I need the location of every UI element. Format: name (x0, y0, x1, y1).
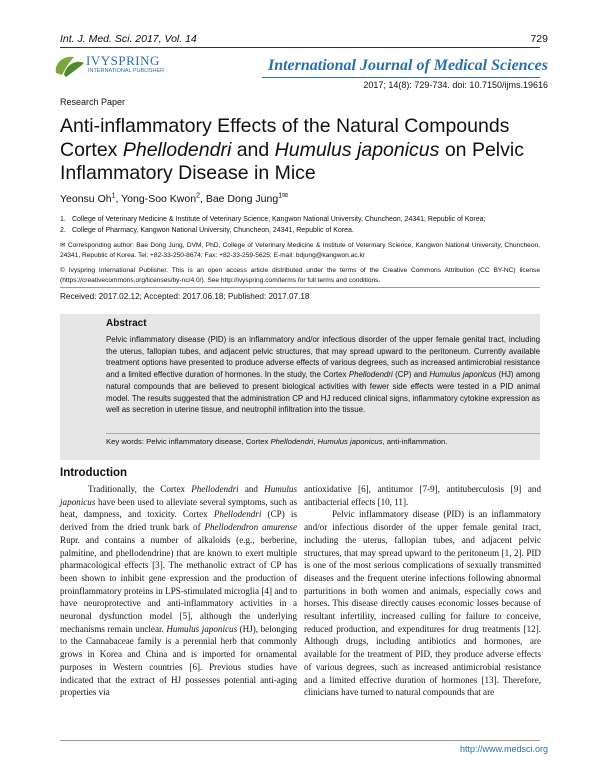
journal-website-link[interactable]: http://www.medsci.org (459, 744, 548, 754)
article-dates: Received: 2017.02.12; Accepted: 2017.06.18; Published: 2017.07.18 (60, 292, 310, 301)
keywords-label: Key words: (106, 437, 145, 446)
keywords-run: , anti-inflammation. (382, 437, 448, 446)
logo-text: IVYSPRING (86, 53, 160, 68)
text-run: Rupr. and contains a number of alkaloids (e.g., berberine, palmitine, and phellodendrine) that are known to exert multiple pharmacological effects [3]. The methanolic extract of CP has been shown to inhibit gene expression and the production of proinflammatory proteins in LPS-stimulated microglia [4] and to have neuroprotective and anti-inflammatory activities in a neuronal dysfunction model [5], although the underlying mechanisms remain unclear. (60, 534, 297, 634)
author-affil: 1✉ (278, 192, 288, 200)
italic-run: Phellodendri (213, 509, 262, 520)
italic-run: Phellodendri (191, 484, 239, 494)
affiliation (60, 226, 540, 235)
divider (60, 287, 540, 288)
text-run: and (238, 484, 265, 494)
title-text: on Pelvic Inflammatory Disease in Mice (60, 138, 524, 184)
footer-rule (60, 740, 540, 741)
affiliation-number: 1. (60, 216, 66, 223)
author-sep: , (115, 193, 122, 205)
affiliation-number: 2. (60, 227, 66, 234)
title-italic: Phellodendri (122, 138, 232, 161)
italic-run: Phellodendron amurense (204, 522, 297, 533)
keywords-run: Pelvic inflammatory disease, Cortex (144, 437, 271, 446)
abstract-run: (CP) and (392, 370, 430, 380)
italic-run: Humulus japonicus (166, 623, 238, 634)
paragraph-continued: antioxidative [6], antitumor [7-9], antituberculosis [9] and antibacterial effects [10, 11]. (304, 484, 541, 507)
text-run: (CP) is derived from the dried trunk bark of (60, 509, 297, 533)
keywords-rule (106, 433, 540, 434)
author-sep: , (199, 193, 206, 205)
abstract-heading: Abstract (106, 318, 147, 329)
affiliation (60, 215, 540, 224)
header-rule (60, 47, 540, 48)
text-run: have been used to alleviate several symptoms, such as heat, dampness, and toxicity. Cortex (60, 496, 297, 520)
citation: 2017; 14(8): 729-734. doi: 10.7150/ijms.19616 (363, 80, 548, 90)
abstract-run: Pelvic inflammatory disease (PID) is an inflammatory and/or infectious disorder of the upper female genital tract, including the uterus, fallopian tubes, and adjacent pelvic structures, that may spread upward to the peritoneum. Currently available treatment options have presented to produce adverse effects of various degrees, such as increased antimicrobial resistance and a limited effective duration of hormones. In the study, the Cortex (106, 335, 540, 380)
abstract-italic: Humulus japonicus (429, 370, 497, 380)
page-number: 729 (530, 33, 548, 45)
title-text: and (231, 138, 275, 161)
text-run: (HJ), belonging to the Cannabaceae family is a perennial herb that commonly grows in Korea and China and is imported for ornamental purposes in Western countries [6]. Previous studies have indicated that the extract of HJ possesses potential anti-aging properties via (60, 623, 297, 698)
title-italic: Humulus japonicus (274, 138, 440, 161)
logo-subtext: INTERNATIONAL PUBLISHER (88, 68, 165, 74)
author-name: Yong-Soo Kwon (121, 193, 197, 205)
corresponding-author: ✉ Corresponding author: Bae Dong Jung, DVM, PhD, College of Veterinary Medicine & Institute of Veterinary Science, Kangwon National University, Chuncheon, 24341, Republic of Korea. Tel: +82-33-250-8674; Fax: +82-33-259-5625; E-mail: bdjung@kangwon.ac.kr (60, 242, 540, 259)
paragraph (60, 483, 297, 699)
body-column-right (304, 483, 541, 699)
abstract-text (106, 334, 540, 416)
abstract-run: (HJ) among natural compounds that are believed to present biological activities with fewer side effects were tested in a PID animal model. The results suggested that the administration CP and HJ reduced clinical signs, inflammatory cytokine expression as well as secretion in uterine tissue, and neutrophil infiltration into the tissue. (106, 370, 540, 415)
article-type: Research Paper (60, 97, 126, 107)
running-title: Int. J. Med. Sci. 2017, Vol. 14 (60, 33, 197, 45)
ivy-leaf-icon (52, 53, 88, 79)
title-text: Anti-inflammatory Effects of the Natural Compounds Cortex (60, 115, 510, 161)
author-name: Yeonsu Oh (60, 193, 112, 205)
body-column-left (60, 483, 297, 699)
license-statement: © Ivyspring International Publisher. This is an open access article distributed under the terms of the Creative Commons Attribution (CC BY-NC) license (https://creativecommons.org/licenses/by-nc/4.0/). See http://ivyspring.com/terms for full terms and conditions. (60, 267, 540, 284)
italic-run: Humulus japonicus (60, 484, 297, 507)
author-list (60, 193, 288, 205)
affiliation-text: College of Pharmacy, Kangwon National University, Chuncheon, 24341, Republic of Korea. (72, 227, 354, 234)
keywords-italic: Humulus japonicus (317, 437, 383, 446)
journal-name: International Journal of Medical Sciences (267, 57, 548, 74)
author-affil: 1 (111, 192, 116, 200)
section-heading-introduction: Introduction (60, 467, 128, 479)
affiliation-text: College of Veterinary Medicine & Institute of Veterinary Science, Kangwon National University, Chuncheon, 24341, Republic of Korea; (72, 216, 486, 223)
keywords-italic: Phellodendri (270, 437, 314, 446)
journal-rule (262, 77, 540, 78)
abstract-italic: Phellodendri (348, 370, 393, 380)
text-run: Traditionally, the Cortex (88, 484, 192, 494)
author-affil: 2 (196, 192, 200, 200)
author-name: Bae Dong Jung (205, 193, 279, 205)
keywords-run: , (313, 437, 318, 446)
paragraph: Pelvic inflammatory disease (PID) is an inflammatory and/or infectious disorder of the upper female genital tract, including the uterus, fallopian tubes, and adjacent pelvic structures, that may spread upward to the peritoneum [1, 2]. PID is one of the most serious complications of sexually transmitted diseases and the frequent uterine infections following abnormal parturitions in both women and animals, especially cows and horses. This disease directly causes economic losses because of resultant infertility, increased culling for failure to conceive, reduced production, and expenditures for drug treatments [12]. Although drugs, including antibiotics and hormones, are available for the treatment of PID, they produce adverse effects of various degrees, such as increased antimicrobial resistance and a limited effective duration of hormones [13]. Therefore, clinicians have turned to natural compounds that are (304, 509, 541, 698)
keywords (106, 437, 540, 446)
article-title (60, 115, 540, 186)
